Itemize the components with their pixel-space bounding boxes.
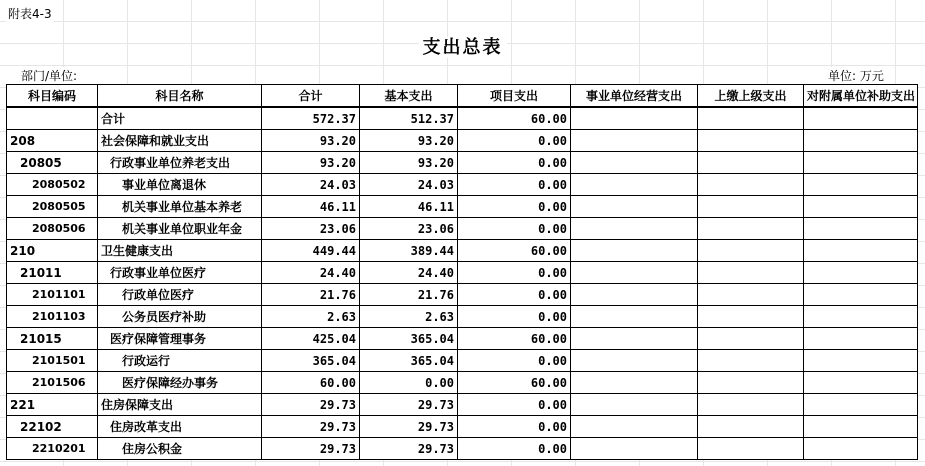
cell-basic[interactable]: 365.04 [360,350,458,372]
cell-upper[interactable] [698,262,804,284]
table-row [7,130,918,152]
cell-code[interactable]: 221 [7,394,98,416]
cell-total[interactable]: 449.44 [262,240,360,262]
cell-basic[interactable]: 24.40 [360,262,458,284]
table-row [7,350,918,372]
cell-code[interactable]: 2210201 [7,438,98,460]
page-title [0,33,925,59]
cell-upper[interactable] [698,438,804,460]
cell-upper[interactable] [698,284,804,306]
cell-project[interactable]: 0.00 [458,284,571,306]
cell-project[interactable]: 60.00 [458,372,571,394]
cell-subsidy[interactable] [804,196,918,218]
header-total[interactable]: 合计 [262,85,360,108]
header-business[interactable]: 事业单位经营支出 [571,85,698,108]
cell-upper[interactable] [698,107,804,130]
cell-business[interactable] [571,350,698,372]
table-row [7,240,918,262]
cell-subsidy[interactable] [804,240,918,262]
cell-business[interactable] [571,174,698,196]
cell-name[interactable]: 机关事业单位职业年金 [98,218,262,240]
cell-upper[interactable] [698,130,804,152]
cell-subsidy[interactable] [804,174,918,196]
cell-name[interactable]: 住房公积金 [98,438,262,460]
cell-name[interactable]: 行政事业单位医疗 [98,262,262,284]
table-row [7,218,918,240]
cell-subsidy[interactable] [804,284,918,306]
cell-name[interactable]: 公务员医疗补助 [98,306,262,328]
cell-code[interactable]: 21015 [7,328,98,350]
cell-project[interactable]: 60.00 [458,107,571,130]
cell-total[interactable]: 365.04 [262,350,360,372]
header-name[interactable]: 科目名称 [98,85,262,108]
cell-subsidy[interactable] [804,306,918,328]
cell-total[interactable]: 24.40 [262,262,360,284]
cell-code[interactable]: 2080502 [7,174,98,196]
cell-upper[interactable] [698,196,804,218]
cell-upper[interactable] [698,416,804,438]
cell-name[interactable]: 合计 [98,107,262,130]
cell-business[interactable] [571,196,698,218]
cell-subsidy[interactable] [804,328,918,350]
cell-code[interactable]: 2080505 [7,196,98,218]
header-upper[interactable]: 上缴上级支出 [698,85,804,108]
cell-code[interactable]: 2101506 [7,372,98,394]
table-row [7,174,918,196]
cell-code[interactable] [7,107,98,130]
cell-business[interactable] [571,262,698,284]
cell-project[interactable]: 0.00 [458,416,571,438]
cell-total[interactable]: 23.06 [262,218,360,240]
table-row [7,262,918,284]
cell-upper[interactable] [698,394,804,416]
header-row [7,85,918,108]
cell-subsidy[interactable] [804,152,918,174]
cell-basic[interactable]: 93.20 [360,152,458,174]
cell-name[interactable]: 住房保障支出 [98,394,262,416]
cell-total[interactable]: 93.20 [262,130,360,152]
cell-code[interactable]: 2101101 [7,284,98,306]
cell-subsidy[interactable] [804,107,918,130]
cell-project[interactable]: 0.00 [458,394,571,416]
table-row [7,394,918,416]
header-basic[interactable]: 基本支出 [360,85,458,108]
cell-project[interactable]: 0.00 [458,306,571,328]
cell-project[interactable]: 0.00 [458,196,571,218]
cell-business[interactable] [571,438,698,460]
cell-project[interactable]: 0.00 [458,130,571,152]
cell-total[interactable]: 425.04 [262,328,360,350]
table-row [7,196,918,218]
cell-basic[interactable]: 365.04 [360,328,458,350]
cell-total[interactable]: 60.00 [262,372,360,394]
cell-name[interactable]: 事业单位离退休 [98,174,262,196]
cell-upper[interactable] [698,240,804,262]
cell-basic[interactable]: 389.44 [360,240,458,262]
cell-basic[interactable]: 93.20 [360,130,458,152]
cell-total[interactable]: 29.73 [262,394,360,416]
table-note: 附表4-3 [8,7,52,21]
cell-basic[interactable]: 23.06 [360,218,458,240]
table-row [7,416,918,438]
table-row [7,438,918,460]
cell-business[interactable] [571,372,698,394]
cell-total[interactable]: 572.37 [262,107,360,130]
cell-name[interactable]: 行政事业单位养老支出 [98,152,262,174]
cell-basic[interactable]: 512.37 [360,107,458,130]
header-subsidy[interactable]: 对附属单位补助支出 [804,85,918,108]
cell-total[interactable]: 46.11 [262,196,360,218]
cell-basic[interactable]: 29.73 [360,438,458,460]
cell-basic[interactable]: 0.00 [360,372,458,394]
cell-code[interactable]: 21011 [7,262,98,284]
cell-business[interactable] [571,284,698,306]
cell-business[interactable] [571,218,698,240]
table-row [7,152,918,174]
cell-business[interactable] [571,152,698,174]
cell-total[interactable]: 93.20 [262,152,360,174]
cell-project[interactable]: 60.00 [458,240,571,262]
table-row [7,372,918,394]
cell-subsidy[interactable] [804,218,918,240]
cell-business[interactable] [571,394,698,416]
cell-name[interactable]: 社会保障和就业支出 [98,130,262,152]
cell-project[interactable]: 0.00 [458,262,571,284]
cell-business[interactable] [571,240,698,262]
cell-name[interactable]: 医疗保障经办事务 [98,372,262,394]
cell-project[interactable]: 0.00 [458,350,571,372]
cell-total[interactable]: 29.73 [262,416,360,438]
cell-subsidy[interactable] [804,262,918,284]
cell-basic[interactable]: 29.73 [360,416,458,438]
unit-label: 单位: 万元 [828,69,884,83]
cell-upper[interactable] [698,328,804,350]
table-row [7,306,918,328]
cell-project[interactable]: 0.00 [458,438,571,460]
cell-name[interactable]: 行政运行 [98,350,262,372]
cell-total[interactable]: 21.76 [262,284,360,306]
cell-name[interactable]: 机关事业单位基本养老 [98,196,262,218]
cell-code[interactable]: 20805 [7,152,98,174]
cell-project[interactable]: 0.00 [458,218,571,240]
cell-subsidy[interactable] [804,438,918,460]
cell-project[interactable]: 60.00 [458,328,571,350]
cell-upper[interactable] [698,372,804,394]
cell-code[interactable]: 208 [7,130,98,152]
header-project[interactable]: 项目支出 [458,85,571,108]
header-code[interactable]: 科目编码 [7,85,98,108]
cell-basic[interactable]: 29.73 [360,394,458,416]
cell-code[interactable]: 2101501 [7,350,98,372]
cell-business[interactable] [571,107,698,130]
cell-subsidy[interactable] [804,394,918,416]
cell-basic[interactable]: 46.11 [360,196,458,218]
title-text: 支出总表 [419,37,507,58]
cell-total[interactable]: 24.03 [262,174,360,196]
cell-basic[interactable]: 2.63 [360,306,458,328]
cell-business[interactable] [571,130,698,152]
cell-basic[interactable]: 21.76 [360,284,458,306]
cell-total[interactable]: 2.63 [262,306,360,328]
expenditure-table [6,84,918,460]
cell-subsidy[interactable] [804,416,918,438]
cell-upper[interactable] [698,306,804,328]
cell-name[interactable]: 行政单位医疗 [98,284,262,306]
table-row [7,284,918,306]
cell-business[interactable] [571,416,698,438]
cell-name[interactable]: 住房改革支出 [98,416,262,438]
cell-code[interactable]: 210 [7,240,98,262]
table-row [7,107,918,130]
cell-basic[interactable]: 24.03 [360,174,458,196]
cell-code[interactable]: 22102 [7,416,98,438]
table-row [7,328,918,350]
cell-business[interactable] [571,306,698,328]
cell-name[interactable]: 医疗保障管理事务 [98,328,262,350]
cell-upper[interactable] [698,218,804,240]
cell-project[interactable]: 0.00 [458,174,571,196]
cell-name[interactable]: 卫生健康支出 [98,240,262,262]
cell-upper[interactable] [698,350,804,372]
cell-subsidy[interactable] [804,350,918,372]
department-label: 部门/单位: [21,69,78,83]
cell-subsidy[interactable] [804,130,918,152]
cell-project[interactable]: 0.00 [458,152,571,174]
cell-business[interactable] [571,328,698,350]
cell-code[interactable]: 2101103 [7,306,98,328]
cell-subsidy[interactable] [804,372,918,394]
cell-upper[interactable] [698,152,804,174]
cell-code[interactable]: 2080506 [7,218,98,240]
cell-total[interactable]: 29.73 [262,438,360,460]
cell-upper[interactable] [698,174,804,196]
